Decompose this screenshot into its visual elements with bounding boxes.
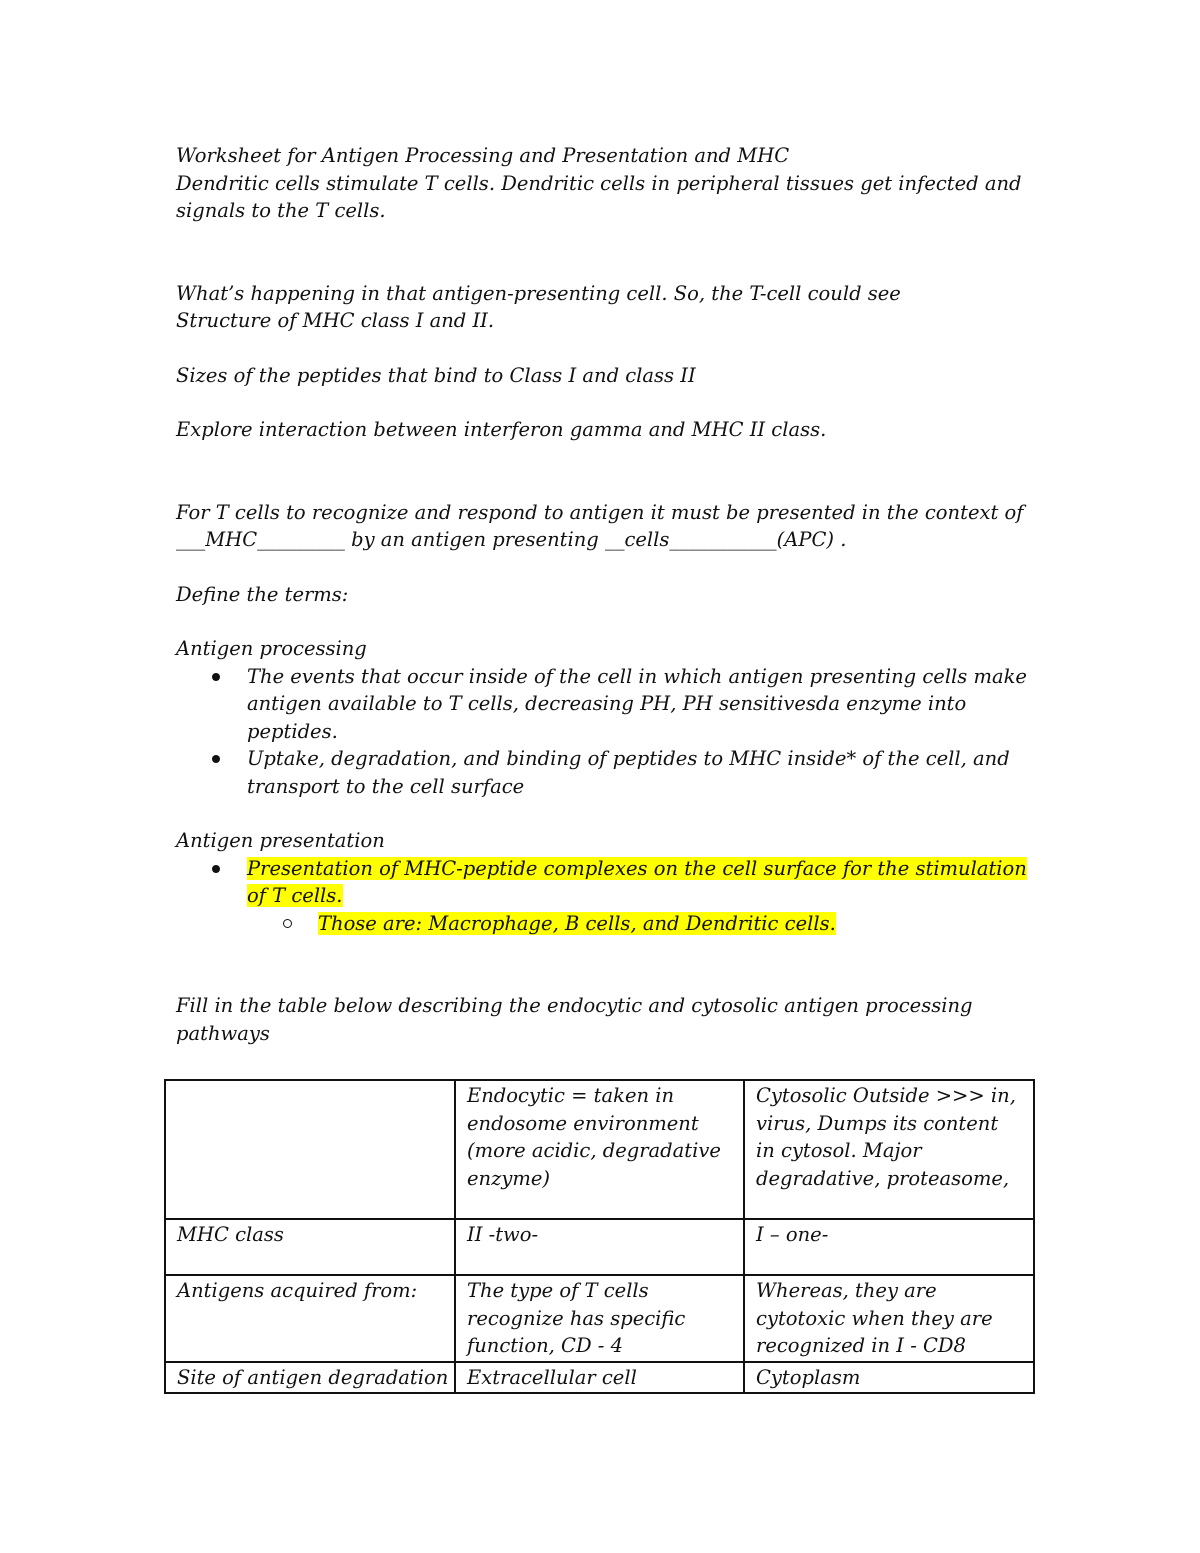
antigen-presentation-list <box>176 855 1036 910</box>
table-cell: Site of antigen degradation <box>165 1362 455 1394</box>
antigen-processing-heading: Antigen processing <box>176 637 367 660</box>
question-line-1: What’s happening in that antigen-presenting cell. So, the T-cell could see <box>176 281 901 305</box>
table-row <box>165 1275 1034 1362</box>
list-item <box>176 663 1036 746</box>
antigen-presentation-heading: Antigen presentation <box>176 829 385 852</box>
question-peptide-sizes: Sizes of the peptides that bind to Class I and class II <box>176 363 696 387</box>
table-row <box>165 1362 1034 1394</box>
fill-blank-line-2: ___MHC_________ by an antigen presenting __cells___________(APC) . <box>176 528 847 551</box>
document-body <box>176 142 1036 1047</box>
table-cell: Cytosolic Outside >>> in, virus, Dumps its content in cytosol. Major degradative, proteasome, <box>744 1080 1034 1219</box>
table-cell: Cytoplasm <box>744 1362 1034 1394</box>
table-cell <box>165 1080 455 1219</box>
table-cell: Extracellular cell <box>455 1362 744 1394</box>
table-cell: MHC class <box>165 1219 455 1275</box>
bullet-icon <box>212 865 220 873</box>
antigen-pathways-table <box>164 1079 1035 1394</box>
hollow-bullet-icon <box>283 919 292 928</box>
fill-blank-line-1: For T cells to recognize and respond to antigen it must be presented in the context of <box>176 500 1024 524</box>
bullet-icon <box>212 755 220 763</box>
table-header-row <box>165 1080 1034 1219</box>
table-cell: II -two- <box>455 1219 744 1275</box>
list-item-text: Uptake, degradation, and binding of peptides to MHC inside* of the cell, and transport to the cell surface <box>247 747 1010 798</box>
table-intro-line-1: Fill in the table below describing the endocytic and cytosolic antigen processing <box>176 994 973 1017</box>
table-row <box>165 1219 1034 1275</box>
table-cell: I – one- <box>744 1219 1034 1275</box>
antigen-processing-list <box>176 663 1036 801</box>
intro-line-1: Dendritic cells stimulate T cells. Dendritic cells in peripheral tissues get infected and <box>176 171 1022 195</box>
table-cell: Endocytic = taken in endosome environment (more acidic, degradative enzyme) <box>455 1080 744 1219</box>
list-item <box>176 855 1036 910</box>
list-item <box>176 745 1036 800</box>
define-terms-heading: Define the terms: <box>176 582 349 606</box>
table-cell: The type of T cells recognize has specific function, CD - 4 <box>455 1275 744 1362</box>
list-item-text: The events that occur inside of the cell in which antigen presenting cells make antigen available to T cells, decreasing PH, PH sensitivesda enzyme into peptides. <box>247 664 1027 743</box>
intro-line-2: signals to the T cells. <box>176 199 386 222</box>
highlighted-text: Presentation of MHC-peptide complexes on the cell surface for the stimulation of T cells. <box>247 856 1027 907</box>
table-cell: Whereas, they are cytotoxic when they are recognized in I - CD8 <box>744 1275 1034 1362</box>
table-intro-line-2: pathways <box>176 1021 270 1045</box>
question-line-2: Structure of MHC class I and II. <box>176 309 495 332</box>
worksheet-title: Worksheet for Antigen Processing and Presentation and MHC <box>176 144 790 167</box>
table-cell: Antigens acquired from: <box>165 1275 455 1362</box>
highlighted-text: Those are: Macrophage, B cells, and Dendritic cells. <box>318 911 836 935</box>
question-interferon: Explore interaction between interferon gamma and MHC II class. <box>176 418 827 441</box>
bullet-icon <box>212 673 220 681</box>
sub-list-item <box>176 910 1036 938</box>
